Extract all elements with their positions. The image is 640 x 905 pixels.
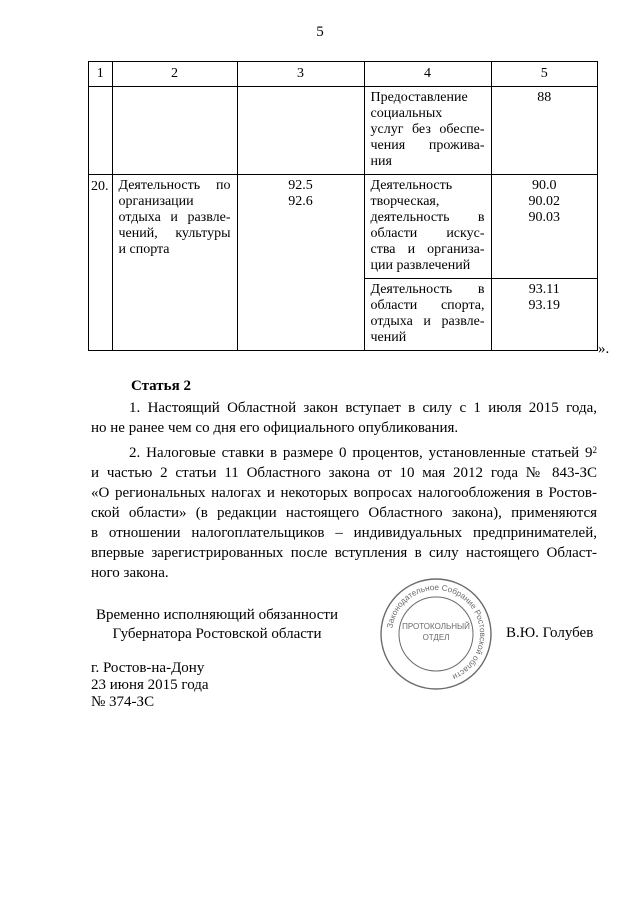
table-cell <box>237 87 364 175</box>
seal-center-line: ПРОТОКОЛЬНЫЙ <box>402 622 470 631</box>
paragraph-line: но не ранее чем со дня его официального опубликования. <box>91 420 459 436</box>
place-date-block <box>91 660 209 711</box>
okved-table <box>88 61 598 351</box>
table-cell-activity-group <box>112 175 237 351</box>
cell-line: и спорта <box>118 242 170 257</box>
cell-line: творческая, <box>370 194 440 209</box>
cell-line: Предоставление <box>370 90 468 105</box>
position-line: Временно исполняющий обязанности <box>95 607 338 623</box>
cell-line: 90.0 <box>532 178 557 193</box>
cell-line: деятельность в <box>370 210 485 225</box>
date: 23 июня 2015 года <box>91 677 209 693</box>
cell-line: отдыха и развле- <box>118 210 231 225</box>
table-cell-code: 88 <box>491 87 598 175</box>
table-header-cell: 2 <box>112 62 237 87</box>
paragraph-line: в отношении налогоплательщиков – индивидуальных предпринимателей, <box>91 525 597 541</box>
paragraph-line: ного закона. <box>91 565 169 581</box>
table-row <box>89 175 598 279</box>
table-row <box>89 87 598 175</box>
cell-line: области спорта, <box>370 298 485 313</box>
cell-line: области искус- <box>370 226 485 241</box>
table-cell-code-group <box>237 175 364 351</box>
table-cell <box>112 87 237 175</box>
table-header-row <box>89 62 598 87</box>
paragraph-line: «О региональных налогах и некоторых вопросах налогообложения в Ростов- <box>91 485 597 501</box>
cell-line: 93.11 <box>528 282 560 297</box>
superscript: 2 <box>592 445 597 455</box>
cell-line: 92.6 <box>288 194 313 209</box>
paragraph-line: впервые зарегистрированных после вступления в силу настоящего Област- <box>91 545 597 561</box>
cell-line: услуг без обеспе- <box>370 122 485 137</box>
cell-line: 90.02 <box>528 194 560 209</box>
position-line: Губернатора Ростовской области <box>112 626 322 642</box>
table-header-cell: 4 <box>364 62 491 87</box>
table-cell-code <box>491 279 598 351</box>
paragraph-1 <box>91 398 597 438</box>
law-number: № 374-ЗС <box>91 694 155 710</box>
table-cell-activity <box>364 279 491 351</box>
cell-line: Деятельность <box>370 178 453 193</box>
signatory-name: В.Ю. Голубев <box>506 625 594 641</box>
article-title: Статья 2 <box>131 378 191 394</box>
cell-line: Деятельность в <box>370 282 485 297</box>
cell-line: ции развлечений <box>370 258 471 273</box>
row-number: 20. <box>89 175 113 351</box>
cell-line: отдыха и развле- <box>370 314 485 329</box>
paragraph-line <box>91 443 597 463</box>
official-seal <box>377 575 495 693</box>
paragraph-2 <box>91 443 597 583</box>
cell-line: 93.19 <box>528 298 560 313</box>
paragraph-line: ской области» (в редакции настоящего Областного закона), применяются <box>91 505 597 521</box>
signatory-position <box>94 606 340 644</box>
paragraph-line: 1. Настоящий Областной закон вступает в силу с 1 июля 2015 года, <box>129 400 597 416</box>
quote-close: ». <box>598 341 610 357</box>
cell-line: 90.03 <box>528 210 560 225</box>
paragraph-line: и частью 2 статьи 11 Областного закона от 10 мая 2012 года № 843-ЗС <box>91 465 597 481</box>
cell-line: чений, культуры <box>118 226 231 241</box>
table-header-cell: 3 <box>237 62 364 87</box>
table-cell-code <box>491 175 598 279</box>
cell-line: организации <box>118 194 194 209</box>
table-cell-activity <box>364 87 491 175</box>
seal-ring-text: Законодательное Собрание Ростовской области <box>385 582 488 682</box>
cell-line: ния <box>370 154 392 169</box>
cell-line: Деятельность по <box>118 178 231 193</box>
cell-line: чения прожива- <box>370 138 485 153</box>
paragraph-text: 2. Налоговые ставки в размере 0 процентов, установленные статьей 9 <box>129 445 593 461</box>
cell-line: ства и организа- <box>370 242 485 257</box>
table-header-cell: 1 <box>89 62 113 87</box>
table-header-cell: 5 <box>491 62 598 87</box>
table-cell <box>89 87 113 175</box>
seal-center-line: ОТДЕЛ <box>422 633 450 642</box>
city: г. Ростов-на-Дону <box>91 660 205 676</box>
cell-line: социальных <box>370 106 443 121</box>
page-number: 5 <box>316 24 324 40</box>
cell-line: чений <box>370 330 407 345</box>
table-cell-activity <box>364 175 491 279</box>
cell-line: 92.5 <box>288 178 313 193</box>
